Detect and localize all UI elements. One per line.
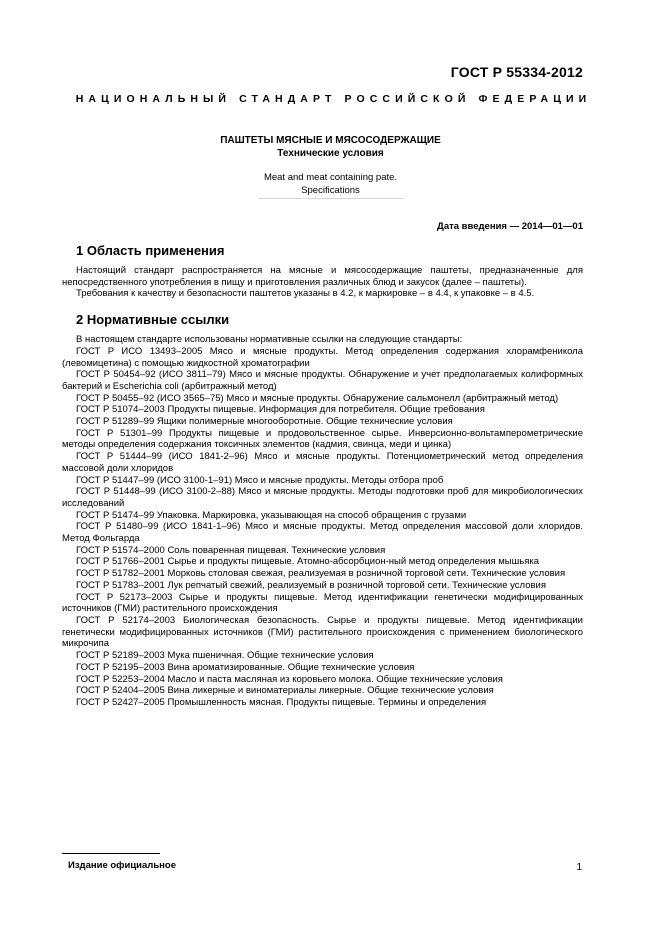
- official-edition-label: Издание официальное: [68, 860, 176, 871]
- section-1-body: [62, 265, 583, 300]
- title-divider: [258, 198, 404, 199]
- standard-reference: ГОСТ Р 51782–2001 Морковь столовая свежая, реализуемая в розничной торговой сети. Технические условия: [76, 568, 566, 580]
- standard-reference: ГОСТ Р 52427–2005 Промышленность мясная. Продукты пищевые. Термины и определения: [76, 696, 487, 708]
- standard-reference: ГОСТ Р 52195–2003 Вина ароматизированные. Общие технические условия: [76, 661, 415, 673]
- standard-reference: ГОСТ Р 51301–99 Продукты пищевые и продовольственное сырье. Инверсионно-вольтамперометрические методы определения содержания токсичных элементов (кадмия, свинца, меди и цинка): [62, 427, 583, 451]
- standard-reference: ГОСТ Р 52189–2003 Мука пшеничная. Общие технические условия: [76, 650, 374, 662]
- introduction-date: Дата введения — 2014—01—01: [437, 221, 583, 232]
- standard-reference: ГОСТ Р 51289–99 Ящики полимерные многооборотные. Общие технические условия: [76, 416, 453, 428]
- standard-reference: ГОСТ Р 51444–99 (ИСО 1841-2–96) Мясо и мясные продукты. Потенциометрический метод определения массовой доли хлоридов: [62, 451, 583, 474]
- standard-reference: ГОСТ Р 51766–2001 Сырье и продукты пищевые. Атомно-абсорбцион-ный метод определения мышьяка: [76, 556, 539, 568]
- standard-reference: ГОСТ Р 51574–2000 Соль поваренная пищевая. Технические условия: [76, 544, 386, 556]
- standard-reference: ГОСТ Р 51447–99 (ИСО 3100-1–91) Мясо и мясные продукты. Методы отбора проб: [76, 474, 444, 486]
- section-1-paragraph: Настоящий стандарт распространяется на мясные и мясосодержащие паштеты, предназначенные для непосредственного употребления в пищу и приготовления различных блюд и закусок (далее – паштеты).: [62, 265, 583, 288]
- section-2-intro: В настоящем стандарте использованы нормативные ссылки на следующие стандарты:: [76, 334, 463, 346]
- title-en-sub: Specifications: [301, 185, 360, 196]
- standard-reference: ГОСТ Р 51480–99 (ИСО 1841-1–96) Мясо и мясные продукты. Метод определения массовой доли хлоридов. Метод Фольгарда: [62, 521, 583, 545]
- gost-number: ГОСТ Р 55334-2012: [450, 64, 583, 80]
- standard-reference: ГОСТ Р 52404–2005 Вина ликерные и виноматериалы ликерные. Общие технические условия: [76, 685, 494, 697]
- title-en-main: Meat and meat containing pate.: [263, 172, 398, 183]
- document-title-ru: [0, 134, 661, 160]
- standard-reference: ГОСТ Р 51074–2003 Продукты пищевые. Информация для потребителя. Общие требования: [76, 404, 485, 416]
- footer-divider: [62, 853, 160, 854]
- page-number: 1: [576, 862, 582, 873]
- section-2-body: [62, 334, 583, 709]
- standard-reference: ГОСТ Р 52174–2003 Биологическая безопасность. Сырье и продукты пищевые. Метод идентификации генетически модифицированных источников (ГМИ) растительного происхождения с применением биологического микрочипа: [62, 614, 583, 650]
- standard-reference: ГОСТ Р 50454–92 (ИСО 3811–79) Мясо и мясные продукты. Обнаружение и учет предполагаемых колиформных бактерий и Escherichia coli (арбитражный метод): [62, 369, 583, 392]
- standard-reference: ГОСТ Р 51474–99 Упаковка. Маркировка, указывающая на способ обращения с грузами: [76, 509, 467, 521]
- title-ru-main: ПАШТЕТЫ МЯСНЫЕ И МЯСОСОДЕРЖАЩИЕ: [220, 135, 441, 146]
- section-1-heading: 1 Область применения: [76, 243, 225, 258]
- document-title-en: [0, 171, 661, 197]
- standard-reference: ГОСТ Р 51448–99 (ИСО 3100-2–88) Мясо и мясные продукты. Методы подготовки проб для микробиологических исследований: [62, 486, 583, 509]
- section-2-heading: 2 Нормативные ссылки: [76, 312, 230, 328]
- section-1-paragraph: Требования к качеству и безопасности паштетов указаны в 4.2, к маркировке – в 4.4, к упаковке – в 4.5.: [76, 288, 535, 300]
- document-body: [62, 243, 583, 709]
- title-ru-sub: Технические условия: [277, 148, 384, 159]
- standard-reference: ГОСТ Р 50455–92 (ИСО 3565–75) Мясо и мясные продукты. Обнаружение сальмонелл (арбитражный метод): [76, 392, 559, 404]
- standard-reference: ГОСТ Р 52253–2004 Масло и паста масляная из коровьего молока. Общие технические условия: [76, 673, 503, 685]
- national-standard-banner: НАЦИОНАЛЬНЫЙ СТАНДАРТ РОССИЙСКОЙ ФЕДЕРАЦИИ: [75, 93, 592, 105]
- standard-reference: ГОСТ Р 51783–2001 Лук репчатый свежий, реализуемый в розничной торговой сети. Технические условия: [76, 579, 546, 591]
- standard-reference: ГОСТ Р ИСО 13493–2005 Мясо и мясные продукты. Метод определения содержания хлорамфеникола (левомицетина) с помощью жидкостной хроматографии: [62, 345, 583, 369]
- standard-reference: ГОСТ Р 52173–2003 Сырье и продукты пищевые. Метод идентификации генетически модифицированных источников (ГМИ) растительного происхождения: [62, 591, 583, 615]
